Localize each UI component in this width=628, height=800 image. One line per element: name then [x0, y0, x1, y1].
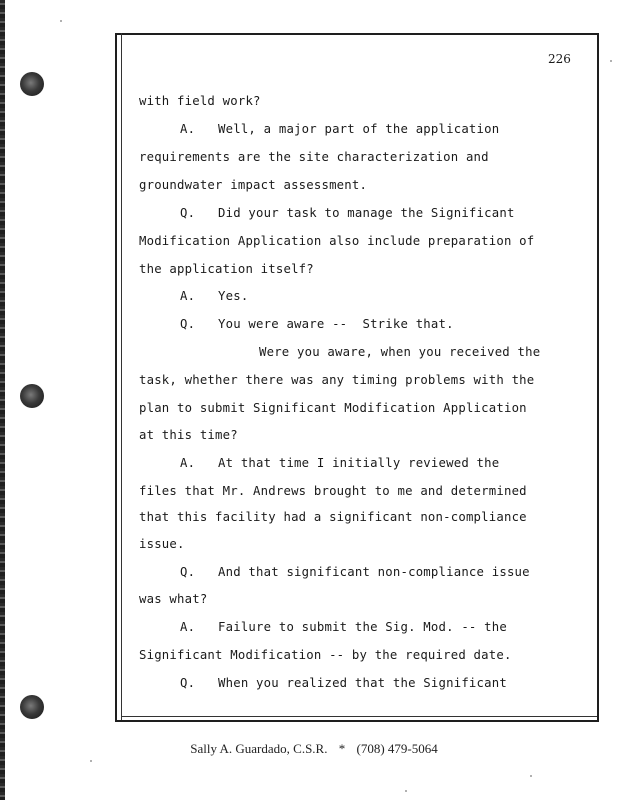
- scan-speck: [610, 60, 612, 62]
- scan-speck: [530, 775, 532, 777]
- punch-hole-top: [20, 72, 44, 96]
- transcript-line: issue.: [139, 537, 185, 551]
- page-number: 226: [548, 52, 571, 66]
- page-binding-edge: [0, 0, 5, 800]
- punch-hole-bottom: [20, 695, 44, 719]
- transcript-line: groundwater impact assessment.: [139, 178, 368, 192]
- court-reporter-footer: [0, 741, 628, 757]
- transcript-line: Q. Did your task to manage the Significant: [180, 206, 515, 220]
- transcript-line: Q. And that significant non-compliance issue: [180, 565, 530, 579]
- transcript-bottom-rule: [121, 716, 597, 717]
- transcript-line: Significant Modification -- by the required date.: [139, 648, 512, 662]
- transcript-line: files that Mr. Andrews brought to me and determined: [139, 484, 527, 498]
- transcript-line: Q. You were aware -- Strike that.: [180, 317, 454, 331]
- transcript-line: was what?: [139, 592, 208, 606]
- transcript-margin-rule: [121, 33, 122, 720]
- scan-speck: [90, 760, 92, 762]
- transcript-line: A. At that time I initially reviewed the: [180, 456, 500, 470]
- transcript-line: Q. When you realized that the Significant: [180, 676, 507, 690]
- transcript-line: at this time?: [139, 428, 238, 442]
- footer-separator: *: [338, 741, 346, 756]
- scan-speck: [60, 20, 62, 22]
- transcript-line: the application itself?: [139, 262, 314, 276]
- transcript-line: that this facility had a significant non-compliance: [139, 510, 527, 524]
- transcript-line: with field work?: [139, 94, 261, 108]
- transcript-line: Were you aware, when you received the: [259, 345, 541, 359]
- transcript-line: A. Failure to submit the Sig. Mod. -- the: [180, 620, 507, 634]
- transcript-line: Modification Application also include preparation of: [139, 234, 535, 248]
- punch-hole-middle: [20, 384, 44, 408]
- scan-speck: [405, 790, 407, 792]
- transcript-line: task, whether there was any timing problems with the: [139, 373, 535, 387]
- transcript-line: A. Well, a major part of the application: [180, 122, 500, 136]
- transcript-line: plan to submit Significant Modification Application: [139, 401, 527, 415]
- reporter-phone: (708) 479-5064: [356, 741, 438, 756]
- transcript-line: A. Yes.: [180, 289, 249, 303]
- transcript-line: requirements are the site characterization and: [139, 150, 489, 164]
- reporter-name: Sally A. Guardado, C.S.R.: [190, 741, 328, 756]
